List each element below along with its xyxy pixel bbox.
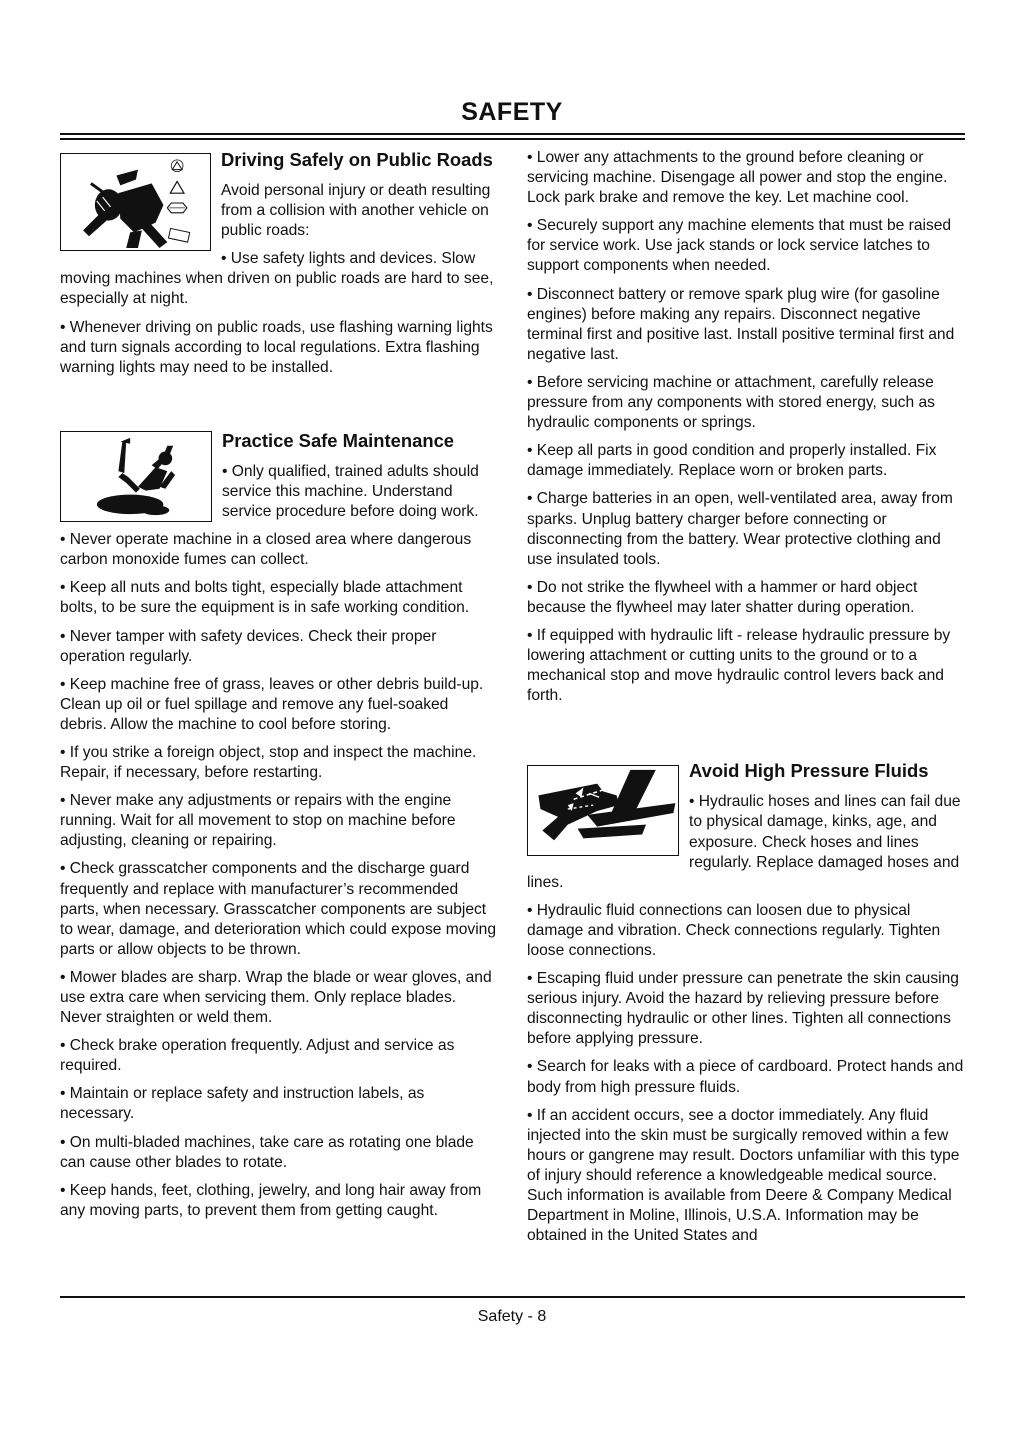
list-item: • Search for leaks with a piece of cardboard. Protect hands and body from high pressure fluids. <box>527 1058 964 1096</box>
left-column <box>60 148 498 1229</box>
list-item: • Keep hands, feet, clothing, jewelry, and long hair away from any moving parts, to prevent them from getting caught. <box>60 1181 482 1219</box>
list-item: • Keep all parts in good condition and properly installed. Fix damage immediately. Replace worn or broken parts. <box>527 442 937 480</box>
list-item: • Hydraulic hoses and lines can fail due to physical damage, kinks, age, and exposure. Check hoses and lines regularly. Replace damaged hoses and lines. <box>527 793 961 891</box>
list-item: • Never make any adjustments or repairs with the engine running. Wait for all movement to stop on machine before adjusting, cleaning or repairing. <box>60 792 456 850</box>
header-rule <box>60 133 965 135</box>
list-item: • Disconnect battery or remove spark plug wire (for gasoline engines) before making any repairs. Disconnect negative terminal first and positive last. Install positive terminal first and negative last. <box>527 285 955 363</box>
list-item: • Do not strike the flywheel with a hammer or hard object because the flywheel may later shatter during operation. <box>527 578 918 616</box>
list-item: • Use safety lights and devices. Slow moving machines when driven on public roads are hard to see, especially at night. <box>60 250 494 308</box>
right-column <box>527 148 964 1254</box>
section-safe-maintenance <box>60 429 498 1229</box>
list-item: • Securely support any machine elements that must be raised for service work. Use jack stands or lock service latches to support components when needed. <box>527 217 952 275</box>
list-item: • Hydraulic fluid connections can loosen due to physical damage and vibration. Check connections regularly. Tighten loose connections. <box>527 901 941 959</box>
list-item: • Keep all nuts and bolts tight, especially blade attachment bolts, to be sure the equipment is in safe working condition. <box>60 579 470 617</box>
footer-rule <box>60 1296 965 1298</box>
list-item: • Never operate machine in a closed area where dangerous carbon monoxide fumes can collect. <box>60 531 472 569</box>
section-high-pressure-fluids <box>527 759 964 1254</box>
list-item: • Mower blades are sharp. Wrap the blade or wear gloves, and use extra care when servicing them. Only replace blades. Never straighten or weld them. <box>60 968 492 1027</box>
header-rule-double <box>60 138 965 140</box>
list-item: • Whenever driving on public roads, use flashing warning lights and turn signals according to local regulations. Extra flashing warning lights may need to be installed. <box>60 318 493 376</box>
list-item: • Escaping fluid under pressure can penetrate the skin causing serious injury. Avoid the hazard by relieving pressure before disconnecting hydraulic or other lines. Tighten all connections before applying pressure. <box>527 970 959 1048</box>
section-intro: Avoid personal injury or death resulting from a collision with another vehicle on public roads: <box>221 182 491 240</box>
list-item: • If an accident occurs, see a doctor immediately. Any fluid injected into the skin must be surgically removed within a few hours or gangrene may result. Doctors unfamiliar with this type of injury should reference a knowledgeable medical source. Such information is available from Deere & Company Medical Department in Moline, Illinois, U.S.A. Information may be obtained in the United States and <box>527 1106 960 1245</box>
section-maintenance-continued <box>527 148 964 714</box>
list-item: • Lower any attachments to the ground before cleaning or servicing machine. Disengage all power and stop the engine. Lock park brake and remove the key. Let machine cool. <box>527 149 948 207</box>
high-pressure-fluid-injection-icon <box>527 765 679 856</box>
list-item: • Maintain or replace safety and instruction labels, as necessary. <box>60 1085 425 1123</box>
list-item: • Check grasscatcher components and the discharge guard frequently and replace with manufacturer’s recommended parts, when necessary. Grasscatcher components are subject to wear, damage, and deterioration which could expose moving parts or allow objects to be thrown. <box>60 860 497 958</box>
vehicle-collision-warning-icon <box>60 153 211 251</box>
section-heading: Avoid High Pressure Fluids <box>689 760 929 782</box>
section-heading: Driving Safely on Public Roads <box>221 149 493 170</box>
list-item: • Check brake operation frequently. Adjust and service as required. <box>60 1037 455 1075</box>
list-item: • Never tamper with safety devices. Check their proper operation regularly. <box>60 627 437 665</box>
list-item: • Charge batteries in an open, well-ventilated area, away from sparks. Unplug battery charger before connecting or disconnecting from the battery. Wear protective clothing and use insulated tools. <box>527 490 953 568</box>
page-title: SAFETY <box>461 98 563 126</box>
list-item: • Only qualified, trained adults should service this machine. Understand service procedure before doing work. <box>222 462 479 521</box>
list-item: • On multi-bladed machines, take care as rotating one blade can cause other blades to rotate. <box>60 1133 474 1171</box>
section-heading: Practice Safe Maintenance <box>222 429 455 451</box>
slip-fall-hazard-icon <box>60 431 212 522</box>
list-item: • Before servicing machine or attachment, carefully release pressure from any components with stored energy, such as hydraulic components or springs. <box>527 373 935 432</box>
list-item: • If equipped with hydraulic lift - release hydraulic pressure by lowering attachment or cutting units to the ground or to a mechanical stop and move hydraulic control levers back and forth. <box>527 626 951 705</box>
page-number: Safety - 8 <box>477 1308 547 1325</box>
list-item: • If you strike a foreign object, stop and inspect the machine. Repair, if necessary, before restarting. <box>60 743 477 782</box>
list-item: • Keep machine free of grass, leaves or other debris build-up. Clean up oil or fuel spillage and remove any fuel-soaked debris. Allow the machine to cool before storing. <box>60 675 484 733</box>
section-driving-safely <box>60 148 498 386</box>
